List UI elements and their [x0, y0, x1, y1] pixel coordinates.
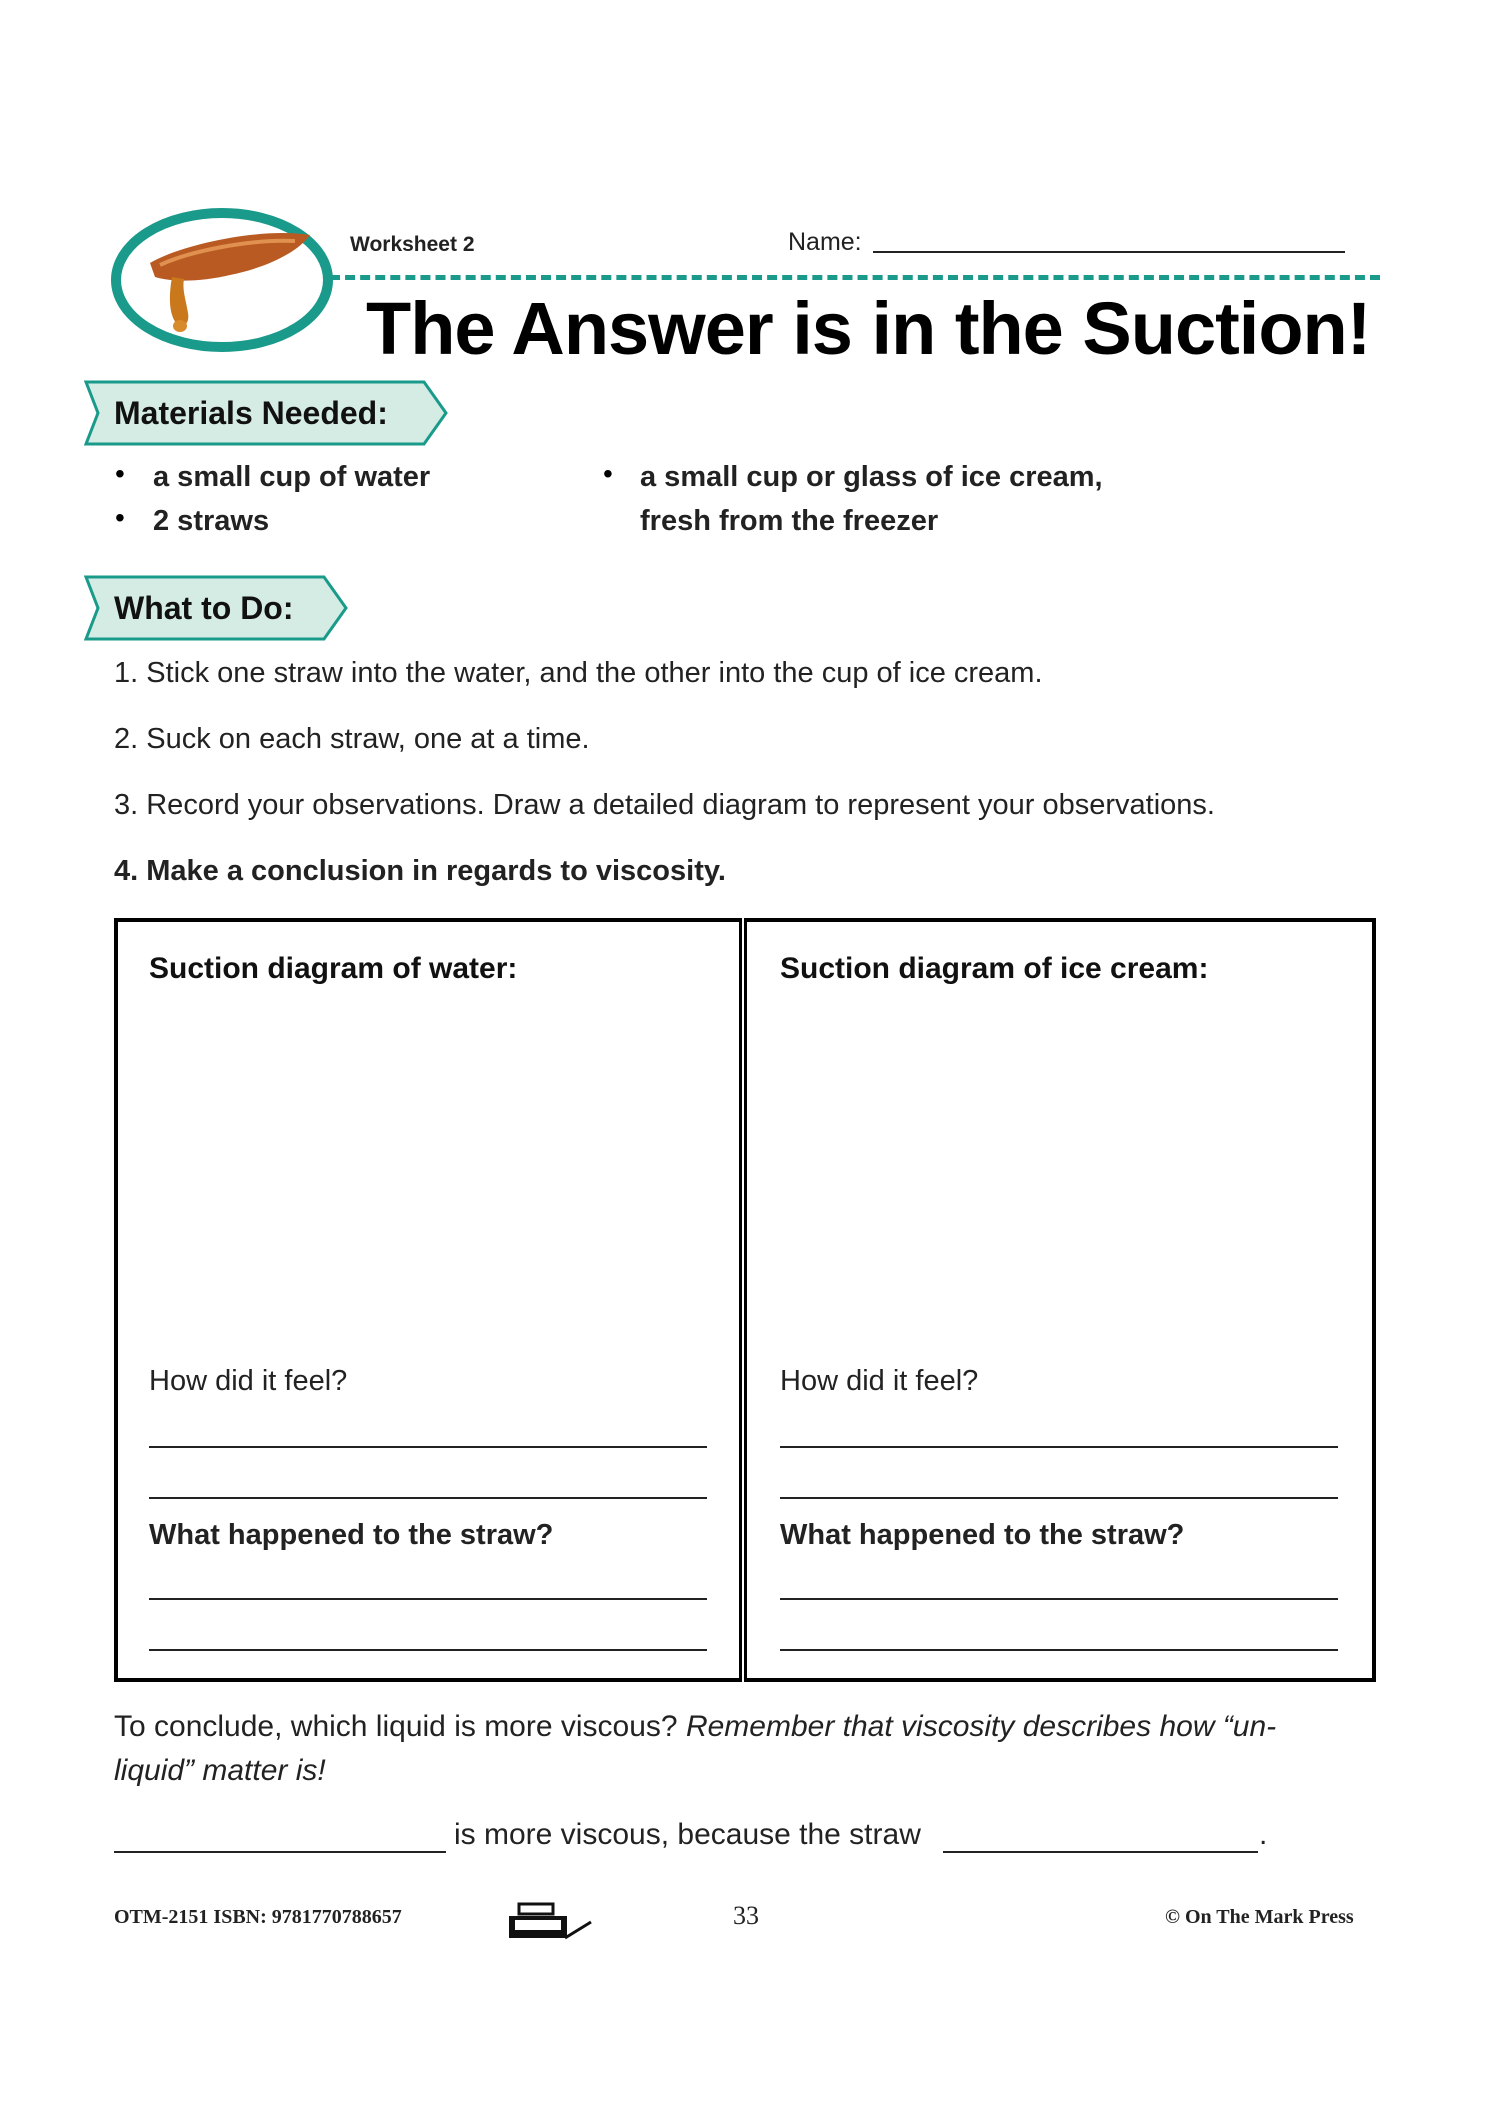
conclusion-fill-middle: is more viscous, because the straw [454, 1818, 921, 1851]
ice-cream-feel-answer-line[interactable] [780, 1446, 1338, 1448]
ice-cream-straw-answer-line[interactable] [780, 1598, 1338, 1600]
step-1: 1. Stick one straw into the water, and the other into the cup of ice cream. [114, 657, 1043, 689]
water-straw-answer-line[interactable] [149, 1598, 707, 1600]
water-diagram-title: Suction diagram of water: [149, 952, 518, 985]
materials-heading: Materials Needed: [114, 395, 388, 431]
ice-cream-straw-question: What happened to the straw? [780, 1519, 1185, 1551]
step-4: 4. Make a conclusion in regards to viscosity. [114, 855, 726, 887]
water-straw-question: What happened to the straw? [149, 1519, 554, 1551]
water-straw-answer-line[interactable] [149, 1649, 707, 1651]
material-item-continued: fresh from the freezer [640, 505, 939, 537]
page-number: 33 [733, 1901, 759, 1930]
name-input-line[interactable] [873, 251, 1345, 253]
material-item: a small cup of water [153, 461, 431, 493]
bullet-icon: • [115, 458, 125, 489]
conclusion-reminder: Remember that viscosity describes how “un-liquid” matter is! [114, 1710, 1277, 1787]
water-diagram-area[interactable] [149, 1000, 707, 1340]
name-label: Name: [788, 228, 862, 256]
conclusion-question: To conclude, which liquid is more viscous? [114, 1710, 678, 1743]
bullet-icon: • [603, 458, 613, 489]
ice-cream-diagram-title: Suction diagram of ice cream: [780, 952, 1209, 985]
step-3: 3. Record your observations. Draw a detailed diagram to represent your observations. [114, 789, 1215, 821]
ice-cream-feel-answer-line[interactable] [780, 1497, 1338, 1499]
footer-copyright: © On The Mark Press [1165, 1906, 1354, 1928]
material-item: 2 straws [153, 505, 270, 537]
step-2: 2. Suck on each straw, one at a time. [114, 723, 590, 755]
material-item: a small cup or glass of ice cream, [640, 461, 1103, 493]
printing-press-icon [505, 1898, 595, 1942]
dashed-divider [330, 275, 1380, 280]
page-title: The Answer is in the Suction! [366, 287, 1371, 370]
water-feel-answer-line[interactable] [149, 1497, 707, 1499]
what-to-do-heading: What to Do: [114, 590, 294, 626]
conclusion-prompt [114, 1705, 1294, 1793]
straw-behavior-blank[interactable] [943, 1851, 1258, 1853]
what-to-do-banner [84, 575, 349, 641]
water-feel-question: How did it feel? [149, 1365, 348, 1397]
ice-cream-diagram-area[interactable] [780, 1000, 1338, 1340]
table-divider [739, 918, 747, 1682]
worksheet-label: Worksheet 2 [350, 233, 475, 256]
ice-cream-straw-answer-line[interactable] [780, 1649, 1338, 1651]
dripping-spoon-icon [110, 205, 335, 355]
viscous-liquid-blank[interactable] [114, 1851, 446, 1853]
materials-banner [84, 380, 449, 446]
bullet-icon: • [115, 502, 125, 533]
footer-code-isbn: OTM-2151 ISBN: 9781770788657 [114, 1906, 402, 1928]
water-feel-answer-line[interactable] [149, 1446, 707, 1448]
conclusion-fill-end: . [1259, 1818, 1268, 1851]
ice-cream-feel-question: How did it feel? [780, 1365, 979, 1397]
